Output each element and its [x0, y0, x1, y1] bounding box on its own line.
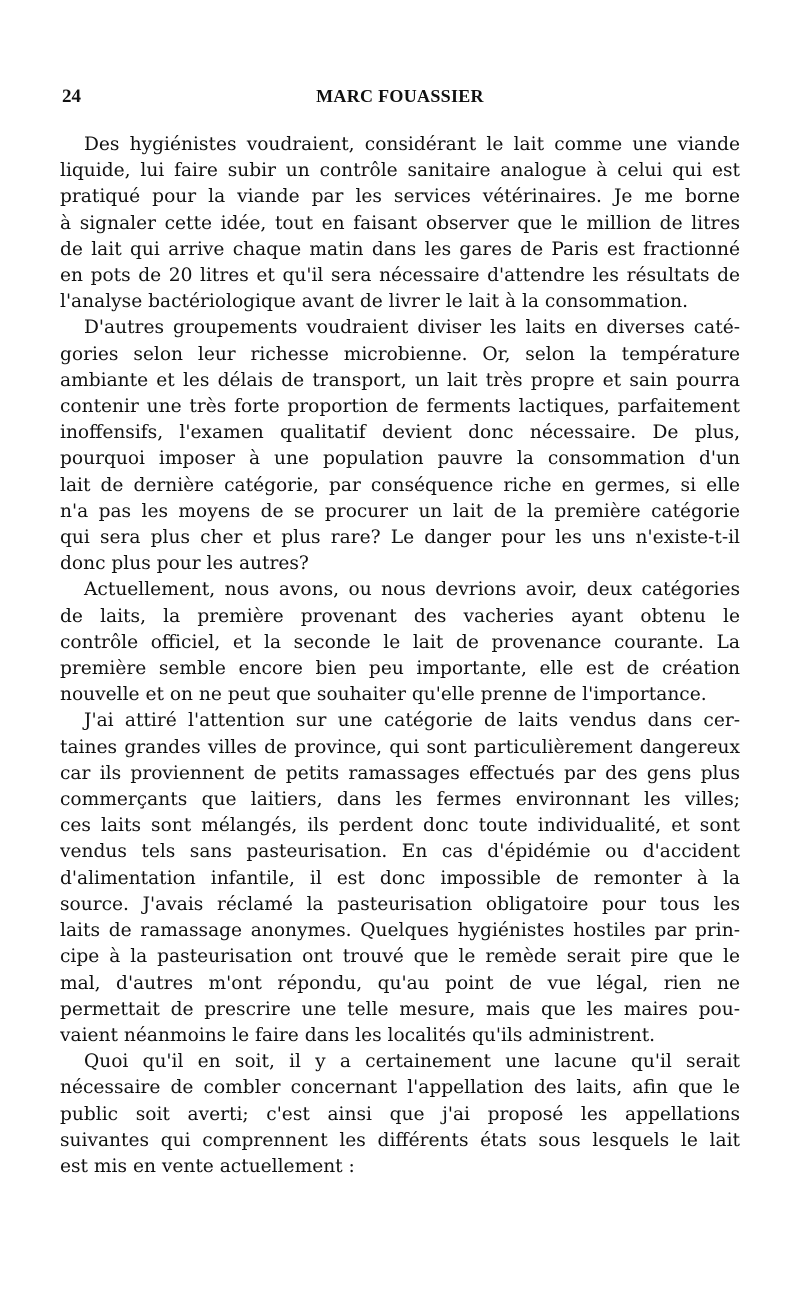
paragraph: [60, 1049, 740, 1180]
text-line: public soit averti; c'est ainsi que j'ai proposé les appellations: [60, 1103, 740, 1125]
text-line: lait de dernière catégorie, par conséquence riche en germes, si elle: [60, 474, 740, 496]
text-line: pratiqué pour la viande par les services vétérinaires. Je me borne: [60, 186, 740, 208]
text-line: J'ai attiré l'attention sur une catégorie de laits vendus dans cer-: [84, 710, 740, 732]
text-line: contenir une très forte proportion de ferments lactiques, parfaitement: [60, 396, 740, 418]
running-head: [60, 86, 740, 112]
paragraph: [60, 315, 740, 577]
running-head-author: MARC FOUASSIER: [316, 86, 484, 106]
text-line: Des hygiénistes voudraient, considérant le lait comme une viande: [84, 134, 740, 155]
text-line: est mis en vente actuellement :: [60, 1155, 355, 1177]
text-line: vaient néanmoins le faire dans les localités qu'ils administrent.: [60, 1024, 656, 1046]
text-line: gories selon leur richesse microbienne. Or, selon la température: [60, 343, 740, 365]
text-line: suivantes qui comprennent les différents états sous lesquels le lait: [60, 1129, 740, 1151]
text-line: commerçants que laitiers, dans les fermes environnant les villes;: [60, 789, 740, 811]
text-line: première semble encore bien peu importante, elle est de création: [60, 658, 740, 680]
text-line: Quoi qu'il en soit, il y a certainement une lacune qu'il serait: [84, 1051, 740, 1073]
text-line: mal, d'autres m'ont répondu, qu'au point de vue légal, rien ne: [60, 972, 740, 994]
text-line: inoffensifs, l'examen qualitatif devient donc nécessaire. De plus,: [60, 422, 740, 444]
text-line: car ils proviennent de petits ramassages effectués par des gens plus: [60, 762, 740, 784]
paragraph: [60, 132, 740, 315]
text-line: de laits, la première provenant des vacheries ayant obtenu le: [60, 605, 740, 627]
text-line: en pots de 20 litres et qu'il sera nécessaire d'attendre les résultats de: [60, 265, 740, 287]
text-line: qui sera plus cher et plus rare? Le danger pour les uns n'existe-t-il: [60, 527, 740, 549]
text-line: ces laits sont mélangés, ils perdent donc toute individualité, et sont: [60, 815, 740, 837]
text-line: laits de ramassage anonymes. Quelques hygiénistes hostiles par prin-: [60, 920, 740, 942]
text-line: cipe à la pasteurisation ont trouvé que le remède serait pire que le: [60, 946, 740, 968]
text-line: n'a pas les moyens de se procurer un lait de la première catégorie: [60, 500, 740, 522]
text-line: liquide, lui faire subir un contrôle sanitaire analogue à celui qui est: [60, 160, 740, 182]
text-line: Actuellement, nous avons, ou nous devrions avoir, deux catégories: [84, 579, 740, 601]
text-line: pourquoi imposer à une population pauvre la consommation d'un: [60, 448, 740, 470]
paragraph: [60, 577, 740, 708]
page-number: 24: [62, 86, 81, 107]
text-line: nécessaire de combler concernant l'appellation des laits, afin que le: [60, 1077, 740, 1099]
text-line: nouvelle et on ne peut que souhaiter qu'elle prenne de l'importance.: [60, 684, 707, 706]
body-text: [60, 132, 740, 1180]
text-line: l'analyse bactériologique avant de livrer le lait à la consommation.: [60, 291, 689, 313]
text-line: à signaler cette idée, tout en faisant observer que le million de litres: [60, 212, 740, 234]
text-line: taines grandes villes de province, qui sont particulièrement dangereux: [60, 736, 740, 758]
text-line: source. J'avais réclamé la pasteurisation obligatoire pour tous les: [60, 893, 740, 915]
paragraph: [60, 708, 740, 1049]
text-line: permettait de prescrire une telle mesure, mais que les maires pou-: [60, 998, 740, 1020]
text-line: ambiante et les délais de transport, un lait très propre et sain pourra: [60, 369, 740, 391]
text-line: d'alimentation infantile, il est donc impossible de remonter à la: [60, 867, 740, 889]
text-line: de lait qui arrive chaque matin dans les gares de Paris est fractionné: [60, 238, 740, 260]
text-line: contrôle officiel, et la seconde le lait de provenance courante. La: [60, 631, 740, 653]
text-line: donc plus pour les autres?: [60, 553, 309, 575]
text-line: vendus tels sans pasteurisation. En cas d'épidémie ou d'accident: [60, 841, 740, 863]
text-line: D'autres groupements voudraient diviser les laits en diverses caté-: [84, 317, 740, 339]
